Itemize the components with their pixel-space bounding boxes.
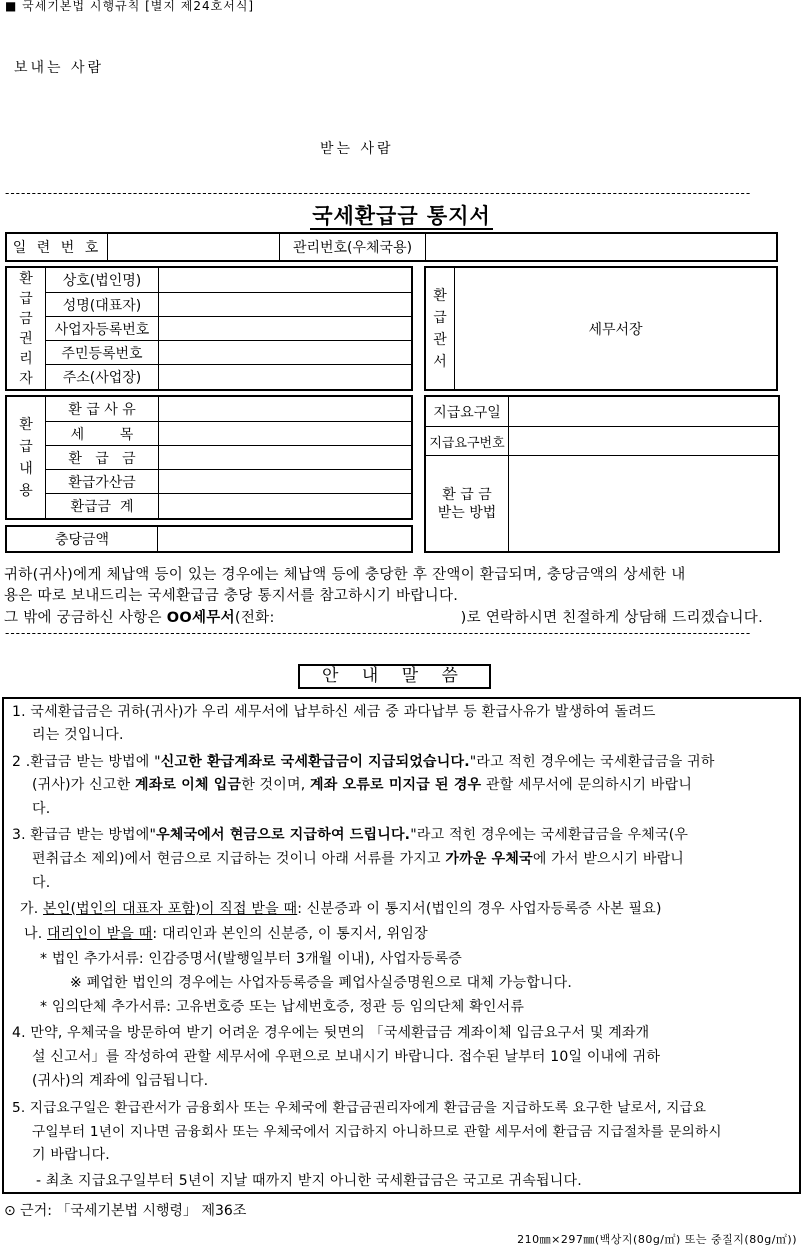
guide-item-3: 3. 환급금 받는 방법에"우체국에서 현금으로 지급하여 드립니다."라고 적힌 경우에는 국세환급금을 우체국(우 xyxy=(12,827,689,843)
refund-total-field[interactable] xyxy=(158,493,412,518)
refund-office-label: 환 급 관 서 xyxy=(433,287,447,370)
offset-amount-field[interactable] xyxy=(157,527,411,551)
sender-label: 보내는 사람 xyxy=(14,60,105,76)
cut-line-top: -------------------------------------------------------------------------------------------------------------------------------------------- xyxy=(5,186,752,200)
guide-item-1: 1. 국세환급금은 귀하(귀사)가 우리 세무서에 납부하신 세금 중 과다납부 등 환급사유가 발생하여 돌려드 xyxy=(12,704,656,720)
guide-item-5: 5. 지급요구일은 환급관서가 금융회사 또는 우체국에 환급금권리자에게 환급금을 지급하도록 요구한 날로서, 지급요 xyxy=(12,1100,707,1116)
refund-amount-field[interactable] xyxy=(158,445,412,469)
refund-content-section xyxy=(5,395,413,520)
guide-item-3-assoc-docs: * 임의단체 추가서류: 고유번호증 또는 납세번호증, 정관 등 임의단체 확인서류 xyxy=(40,999,525,1015)
claimant-section xyxy=(5,266,413,391)
request-date-field[interactable] xyxy=(508,397,778,426)
request-date-label: 지급요구일 xyxy=(433,404,501,421)
serial-number-label: 일 련 번 호 xyxy=(12,240,102,256)
receipt-method-label: 환 급 금 받는 방법 xyxy=(426,455,508,551)
form-reference: ■ 국세기본법 시행규칙 [별지 제24호서식] xyxy=(5,0,255,13)
receiver-label: 받는 사람 xyxy=(320,141,394,157)
business-reg-number-label: 사업자등록번호 xyxy=(46,316,158,340)
refund-interest-field[interactable] xyxy=(158,469,412,493)
guide-item-2-cont: (귀사)가 신고한 계좌로 이체 입금한 것이며, 계좌 오류로 미지급 된 경우 관할 세무서에 문의하시기 바랍니 xyxy=(32,777,693,793)
refund-reason-field[interactable] xyxy=(158,397,412,421)
refund-office-section xyxy=(424,266,778,391)
request-number-field[interactable] xyxy=(508,426,778,455)
guide-item-3-cont: 편취급소 제외)에서 현금으로 지급하는 것이니 아래 서류를 가지고 가까운 우체국에 가서 받으시기 바랍니 xyxy=(32,851,685,867)
guide-title: 안 내 말 씀 xyxy=(298,664,491,689)
guide-item-5-cont: 구일부터 1년이 지나면 금융회사 또는 우체국에서 지급하지 아니하므로 관할 세무서에 환급금 지급절차를 문의하시 xyxy=(32,1124,722,1140)
refund-total-label: 환급금 계 xyxy=(46,493,158,518)
refund-reason-label: 환 급 사 유 xyxy=(68,402,136,418)
resident-reg-number-field[interactable] xyxy=(158,340,412,364)
guide-item-3-corp-docs: * 법인 추가서류: 인감증명서(발행일부터 3개월 이내), 사업자등록증 xyxy=(40,951,462,967)
address-field[interactable] xyxy=(158,364,412,389)
guide-item-4: 4. 만약, 우체국을 방문하여 받기 어려운 경우에는 뒷면의 「국세환급금 계좌이체 입금요구서 및 계좌개 xyxy=(12,1025,650,1041)
paper-spec: 210㎜×297㎜(백상지(80g/㎡) 또는 중질지(80g/㎡)) xyxy=(517,1233,797,1246)
guide-item-5-end: 기 바랍니다. xyxy=(32,1147,110,1163)
offset-amount-label: 충당금액 xyxy=(54,532,110,548)
tax-item-field[interactable] xyxy=(158,421,412,445)
guide-item-5-expiry: - 최초 지급요구일부터 5년이 지날 때까지 받지 아니한 국세환급금은 국고로 귀속됩니다. xyxy=(36,1173,582,1189)
guide-item-3-na: 나. 대리인이 받을 때: 대리인과 본인의 신분증, 이 통지서, 위임장 xyxy=(24,926,428,942)
guide-item-4-cont: 설 신고서」를 작성하여 관할 세무서에 우편으로 보내시기 바랍니다. 접수된 날부터 10일 이내에 귀하 xyxy=(32,1049,661,1065)
request-number-label: 지급요구번호 xyxy=(426,426,508,455)
resident-reg-number-label: 주민등록번호 xyxy=(46,340,158,364)
document-title: 국세환급금 통지서 xyxy=(312,204,491,228)
guide-item-3-closed-corp: ※ 폐업한 법인의 경우에는 사업자등록증을 폐업사실증명원으로 대체 가능합니다. xyxy=(70,975,573,991)
tax-office-head: 세무서장 xyxy=(454,268,776,389)
cut-line-bottom: -------------------------------------------------------------------------------------------------------------------------------------------- xyxy=(5,626,752,640)
refund-content-label: 환 급 내 용 xyxy=(19,416,33,499)
guide-item-4-end: (귀사)의 계좌에 입금됩니다. xyxy=(32,1073,209,1089)
id-row xyxy=(5,232,778,262)
guide-box xyxy=(2,697,801,1194)
company-name-field[interactable] xyxy=(158,268,412,292)
guide-item-2: 2 .환급금 받는 방법에 "신고한 환급계좌로 국세환급금이 지급되었습니다."라고 적힌 경우에는 국세환급금을 귀하 xyxy=(12,754,715,770)
business-reg-number-field[interactable] xyxy=(158,316,412,340)
offset-amount-row xyxy=(5,525,413,553)
guide-item-1-cont: 리는 것입니다. xyxy=(32,727,124,743)
guide-item-3-ga: 가. 본인(법인의 대표자 포함)이 직접 받을 때: 신분증과 이 통지서(법인의 경우 사업자등록증 사본 필요) xyxy=(20,901,662,917)
refund-interest-label: 환급가산금 xyxy=(46,469,158,493)
address-label: 주소(사업장) xyxy=(46,364,158,389)
management-number-label: 관리번호(우체국용) xyxy=(279,234,425,260)
representative-label: 성명(대표자) xyxy=(46,292,158,316)
serial-number-field[interactable] xyxy=(107,234,279,260)
management-number-field[interactable] xyxy=(425,234,776,260)
claimant-section-label: 환 급 금 권 리 자 xyxy=(19,270,33,387)
offset-notice-line-2: 용은 따로 보내드리는 국세환급금 충당 통지서를 참고하시기 바랍니다. xyxy=(4,588,459,604)
receipt-method-field[interactable] xyxy=(508,455,778,551)
offset-notice-line-1: 귀하(귀사)에게 체납액 등이 있는 경우에는 체납액 등에 충당한 후 잔액이 환급되며, 충당금액의 상세한 내 xyxy=(4,567,686,583)
guide-item-3-end: 다. xyxy=(32,875,51,891)
representative-field[interactable] xyxy=(158,292,412,316)
refund-amount-label: 환 급 금 xyxy=(46,445,158,469)
guide-item-2-end: 다. xyxy=(32,801,51,817)
contact-notice: 그 밖에 궁금하신 사항은 OO세무서(전화: )로 연락하시면 친절하게 상담해 드리겠습니다. xyxy=(4,610,764,626)
company-name-label: 상호(법인명) xyxy=(62,273,142,289)
legal-basis: ⊙ 근거: 「국세기본법 시행령」 제36조 xyxy=(4,1203,247,1219)
tax-item-label: 세 목 xyxy=(46,421,158,445)
payment-section xyxy=(424,395,780,553)
